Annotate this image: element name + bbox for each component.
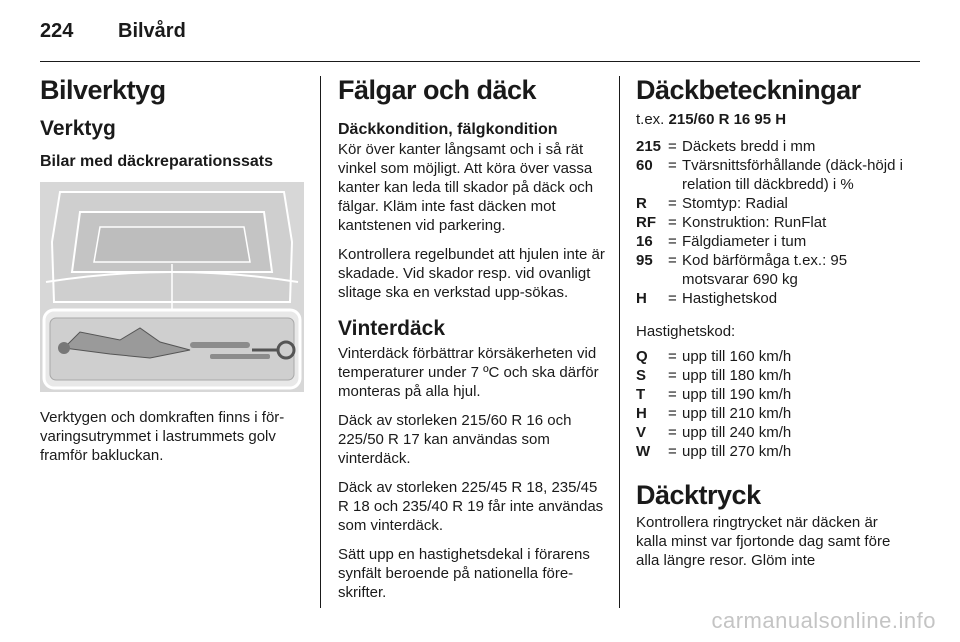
definition-equals: = [668,290,677,307]
designation-example [636,110,904,129]
speed-code-table [636,347,904,461]
speed-value: upp till 180 km/h [682,367,792,384]
example-prefix: t.ex. [636,111,665,128]
header-divider [40,61,920,62]
illustration-caption: Verktygen och domkraften finns i för-varingsutrymmet i lastrummets golv framför bakluckan. [40,409,285,464]
speed-value: upp till 240 km/h [682,424,792,441]
definition-row [636,251,904,289]
winter-paragraph-2: Däck av storleken 215/60 R 16 och 225/50 R 17 kan användas som vinterdäck. [338,412,572,467]
condition-heading: Däckkondition, fälgkondition [338,121,558,138]
definition-key: R [636,195,647,212]
definition-equals: = [668,252,677,269]
definition-key: 16 [636,233,653,250]
speed-row [636,442,904,461]
speed-equals: = [668,443,677,460]
winter-paragraph-4: Sätt upp en hastighetsdekal i förarens synfält beroende på nationella före-skrifter. [338,546,590,601]
speed-value: upp till 270 km/h [682,443,792,460]
winter-paragraph-3: Däck av storleken 225/45 R 18, 235/45 R 18 och 235/40 R 19 får inte användas som vinterdäck. [338,479,604,534]
column-1 [40,74,308,465]
designation-table [636,137,904,308]
speed-value: upp till 160 km/h [682,348,792,365]
section-title: Verktyg [40,117,116,140]
speed-code-heading: Hastighetskod: [636,323,736,340]
column-2 [338,74,606,602]
speed-key: H [636,405,647,422]
speed-row [636,385,904,404]
definition-equals: = [668,138,677,155]
speed-key: S [636,367,647,384]
speed-key: W [636,443,651,460]
winter-tyres-heading: Vinterdäck [338,317,445,340]
speed-key: T [636,386,646,403]
definition-row [636,289,904,308]
definition-value: Kod bärförmåga t.ex.: 95 motsvarar 690 kg [682,252,848,288]
speed-value: upp till 210 km/h [682,405,792,422]
tyre-pressure-title: Däcktryck [636,480,761,510]
definition-row [636,137,904,156]
column-divider-2 [619,76,620,608]
speed-equals: = [668,367,677,384]
speed-key: Q [636,348,648,365]
watermark: carmanualsonline.info [711,608,936,633]
speed-row [636,347,904,366]
tyre-pressure-paragraph: Kontrollera ringtrycket när däcken är kalla minst var fjortonde dag samt före alla längre resor. Glöm inte [636,514,891,569]
speed-row [636,404,904,423]
chapter-title: Bilverktyg [40,75,166,105]
winter-paragraph-1: Vinterdäck förbättrar körsäkerheten vid temperaturer under 7 ºC och ska därför monteras på alla hjul. [338,345,599,400]
definition-equals: = [668,157,677,174]
tool-kit-illustration [40,182,304,392]
definition-row [636,194,904,213]
definition-equals: = [668,233,677,250]
column-3 [636,74,904,570]
definition-value: Stomtyp: Radial [682,195,788,212]
tyre-designation-title: Däckbeteckningar [636,75,861,105]
definition-row [636,232,904,251]
wheels-title: Fälgar och däck [338,75,537,105]
speed-equals: = [668,348,677,365]
definition-equals: = [668,195,677,212]
definition-key: 95 [636,252,653,269]
definition-value: Hastighetskod [682,290,778,307]
page-number: 224 [40,20,74,42]
speed-key: V [636,424,647,441]
definition-value: Däckets bredd i mm [682,138,816,155]
speed-equals: = [668,405,677,422]
speed-value: upp till 190 km/h [682,386,792,403]
definition-key: 60 [636,157,653,174]
section-name: Bilvård [118,20,186,42]
speed-equals: = [668,424,677,441]
speed-equals: = [668,386,677,403]
speed-row [636,423,904,442]
condition-paragraph-2: Kontrollera regelbundet att hjulen inte är skadade. Vid skador resp. vid ovanligt slitage ska en verkstad upp-sökas. [338,246,605,301]
definition-key: H [636,290,647,307]
definition-key: RF [636,214,656,231]
speed-row [636,366,904,385]
condition-paragraph-1: Kör över kanter långsamt och i så rät vinkel som möjligt. Att köra över vassa kanter kan leda till skador på däck och fälgar. Kläm inte fast däcken mot kantstenen vid parkering. [338,141,594,234]
column-divider-1 [320,76,321,608]
cargo-area-drawing [40,182,304,392]
page-header [40,20,920,60]
definition-value: Konstruktion: RunFlat [682,214,827,231]
definition-row [636,156,904,194]
subsection-title: Bilar med däckreparationssats [40,153,273,170]
definition-key: 215 [636,138,662,155]
definition-row [636,213,904,232]
definition-value: Tvärsnittsförhållande (däck-höjd i relation till däckbredd) i % [682,157,903,193]
definition-equals: = [668,214,677,231]
definition-value: Fälgdiameter i tum [682,233,807,250]
example-value: 215/60 R 16 95 H [668,111,787,128]
